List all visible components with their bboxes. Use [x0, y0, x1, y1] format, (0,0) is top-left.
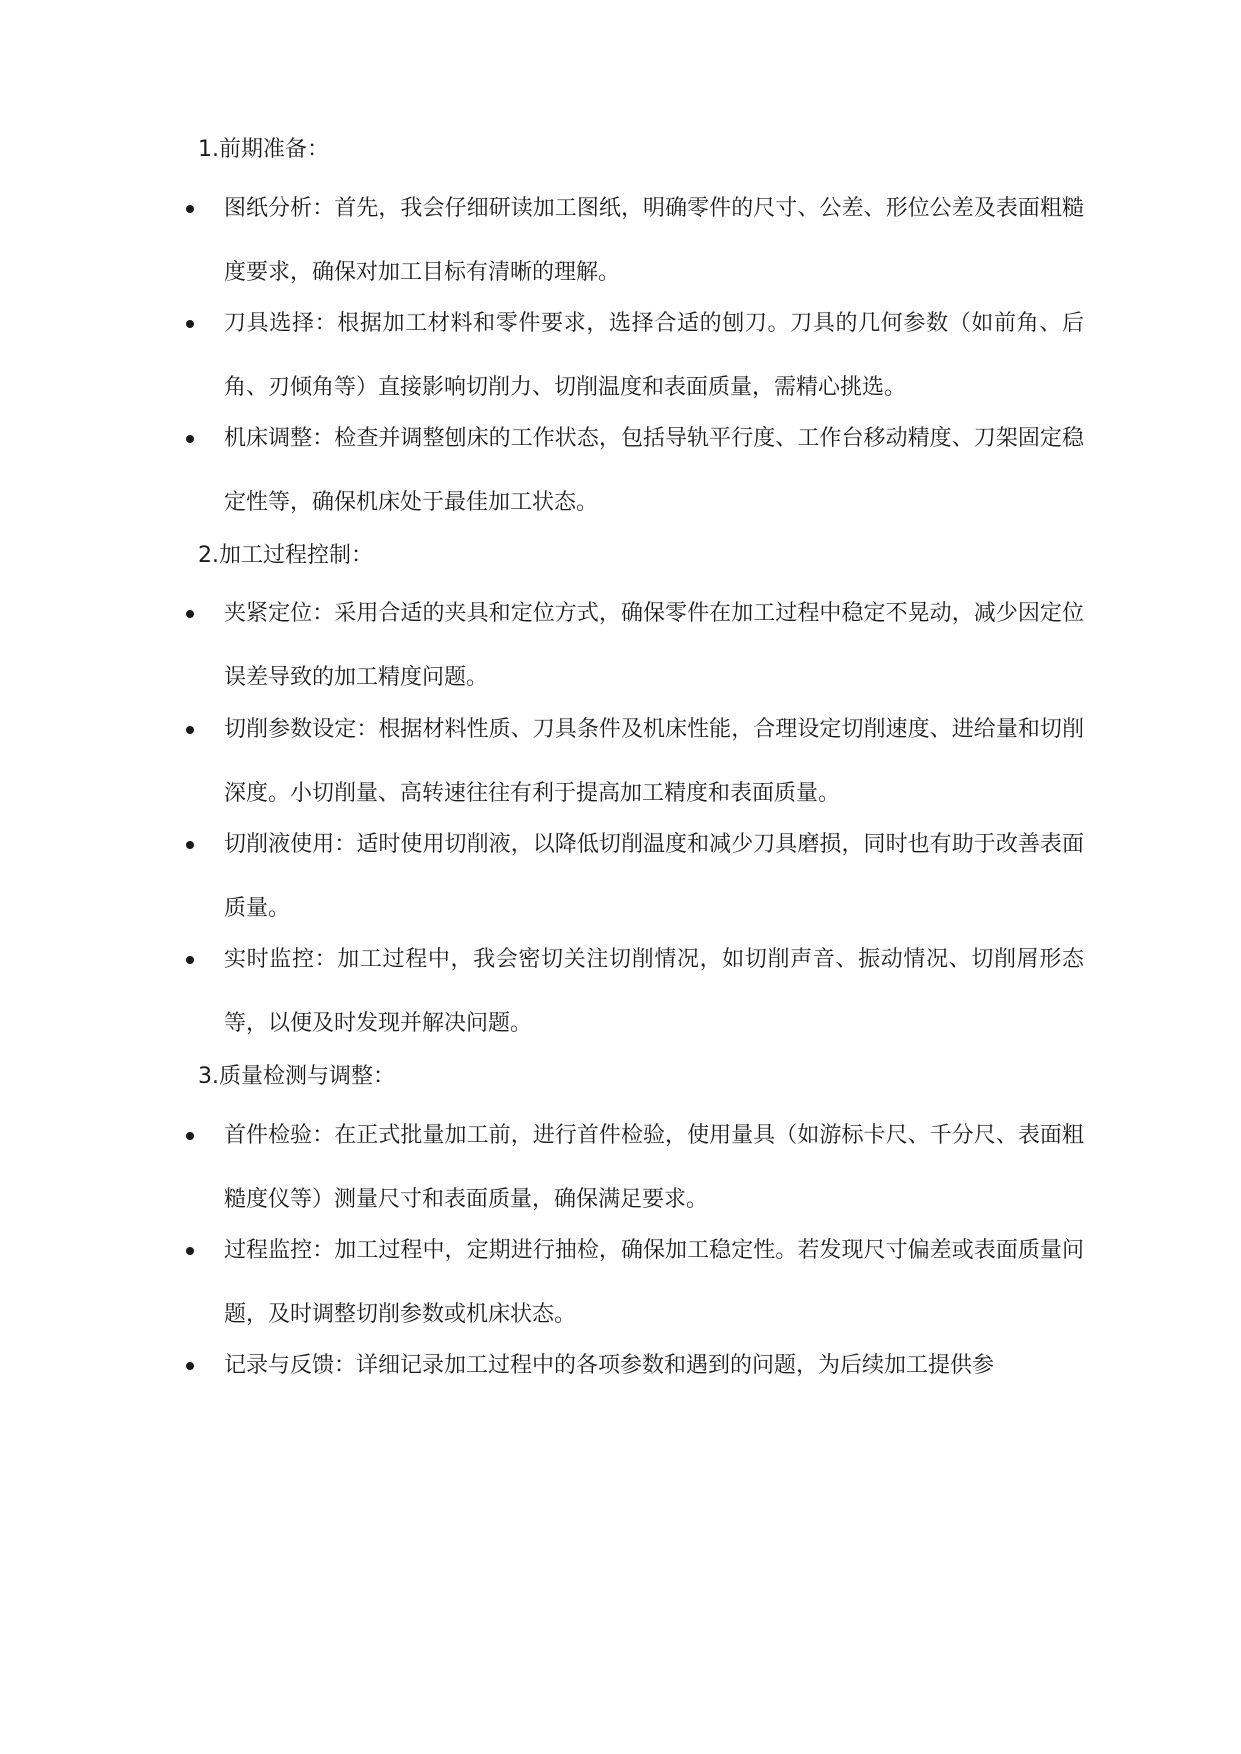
list-item: [224, 292, 1084, 420]
bullet-icon: [186, 726, 194, 734]
item-text: 检查并调整刨床的工作状态，包括导轨平行度、工作台移动精度、刀架固定稳定性等，确保机床处于最佳加工状态。: [224, 426, 1084, 515]
item-separator: ：: [314, 947, 338, 972]
item-text: 详细记录加工过程中的各项参数和遇到的问题，为后续加工提供参: [356, 1353, 995, 1378]
item-separator: ：: [314, 311, 338, 336]
list-item: [224, 407, 1084, 535]
list-item: [224, 1219, 1084, 1347]
list-item: [224, 177, 1084, 305]
bullet-icon: [186, 320, 194, 328]
item-separator: ：: [312, 1123, 335, 1148]
item-separator: ：: [312, 1238, 335, 1263]
list-item: [224, 928, 1084, 1056]
item-text: 加工过程中，我会密切关注切削情况，如切削声音、振动情况、切削屑形态等，以便及时发现并解决问题。: [224, 947, 1084, 1036]
item-separator: ：: [334, 1353, 357, 1378]
item-text: 适时使用切削液，以降低切削温度和减少刀具磨损，同时也有助于改善表面质量。: [224, 832, 1084, 921]
bullet-icon: [186, 1362, 194, 1370]
section-heading: 2.加工过程控制：: [198, 543, 373, 568]
item-text: 根据加工材料和零件要求，选择合适的刨刀。刀具的几何参数（如前角、后角、刃倾角等）直接影响切削力、切削温度和表面质量，需精心挑选。: [224, 311, 1084, 400]
bullet-icon: [186, 1132, 194, 1140]
item-term: 过程监控: [224, 1238, 313, 1263]
section-heading: 1.前期准备：: [198, 137, 329, 162]
item-term: 切削液使用: [224, 832, 335, 857]
item-term: 夹紧定位: [224, 601, 313, 626]
item-term: 实时监控: [224, 947, 315, 972]
item-text: 加工过程中，定期进行抽检，确保加工稳定性。若发现尺寸偏差或表面质量问题，及时调整切削参数或机床状态。: [224, 1238, 1084, 1327]
item-term: 切削参数设定: [224, 717, 357, 742]
item-term: 刀具选择: [224, 311, 315, 336]
list-item: [224, 1334, 1084, 1398]
item-separator: ：: [334, 832, 357, 857]
item-term: 记录与反馈: [224, 1353, 335, 1378]
item-text: 首先，我会仔细研读加工图纸，明确零件的尺寸、公差、形位公差及表面粗糙度要求，确保对加工目标有清晰的理解。: [224, 196, 1084, 285]
item-separator: ：: [312, 601, 335, 626]
item-separator: ：: [312, 196, 335, 221]
item-separator: ：: [312, 426, 335, 451]
bullet-icon: [186, 205, 194, 213]
item-text: 根据材料性质、刀具条件及机床性能，合理设定切削速度、进给量和切削深度。小切削量、高转速往往有利于提高加工精度和表面质量。: [224, 717, 1084, 806]
list-item: [224, 813, 1084, 941]
list-item: [224, 698, 1084, 826]
list-item: [224, 1104, 1084, 1232]
item-text: 采用合适的夹具和定位方式，确保零件在加工过程中稳定不晃动，减少因定位误差导致的加工精度问题。: [224, 601, 1084, 690]
bullet-icon: [186, 1247, 194, 1255]
item-term: 图纸分析: [224, 196, 313, 221]
item-separator: ：: [356, 717, 379, 742]
bullet-icon: [186, 841, 194, 849]
bullet-icon: [186, 610, 194, 618]
bullet-icon: [186, 956, 194, 964]
bullet-icon: [186, 435, 194, 443]
item-term: 机床调整: [224, 426, 313, 451]
list-item: [224, 582, 1084, 710]
section-heading: 3.质量检测与调整：: [198, 1064, 395, 1089]
item-text: 在正式批量加工前，进行首件检验，使用量具（如游标卡尺、千分尺、表面粗糙度仪等）测量尺寸和表面质量，确保满足要求。: [224, 1123, 1084, 1212]
item-term: 首件检验: [224, 1123, 313, 1148]
